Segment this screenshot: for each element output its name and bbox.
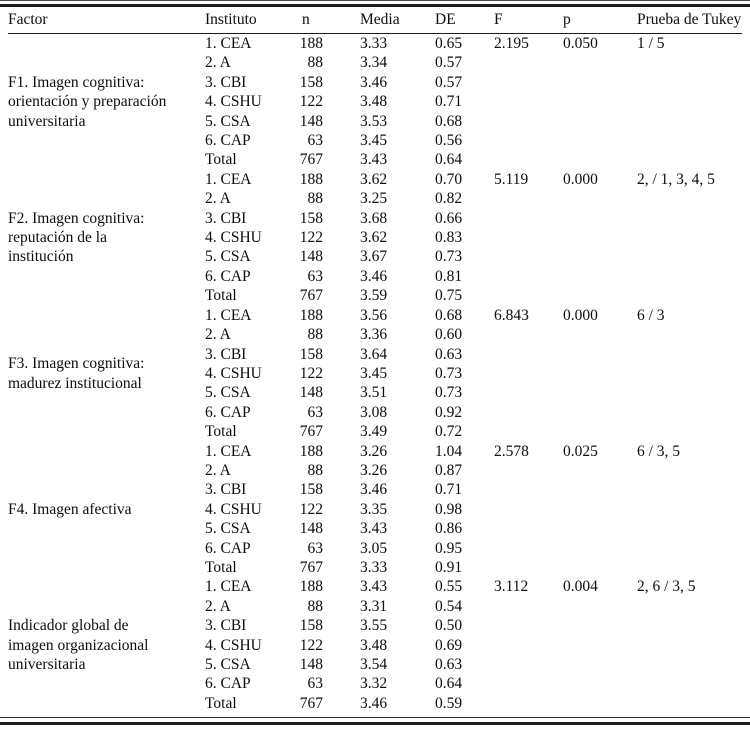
cell-f [490, 558, 560, 577]
cell-p: 0.000 [563, 170, 598, 188]
cell-tukey [634, 480, 742, 499]
cell-de: 0.73 [435, 364, 463, 382]
cell-instituto: 1. CEA [205, 170, 252, 188]
cell-f [490, 150, 560, 169]
cell-p [560, 539, 634, 558]
cell-f [490, 480, 560, 499]
cell-media: 3.53 [360, 112, 388, 130]
table-row [8, 170, 742, 189]
cell-p [560, 228, 634, 247]
cell-de: 0.63 [435, 656, 463, 673]
cell-tukey [634, 73, 742, 92]
cell-instituto: 2. A [205, 597, 231, 615]
cell-f [490, 500, 560, 519]
cell-de: 0.86 [435, 520, 463, 538]
cell-instituto: 6. CAP [205, 675, 251, 693]
factor-label-group-4 [8, 442, 205, 578]
cell-media: 3.43 [360, 520, 388, 538]
cell-tukey: 6 / 3 [637, 306, 665, 324]
cell-instituto: Total [205, 423, 237, 441]
factor-label-line: F1. Imagen cognitiva: [8, 73, 145, 91]
cell-instituto: 3. CBI [205, 345, 247, 363]
cell-media: 3.45 [360, 132, 388, 150]
cell-f [490, 92, 560, 111]
cell-instituto: 4. CSHU [205, 364, 262, 382]
cell-n: 122 [299, 93, 323, 111]
column-header-n: n [297, 6, 323, 34]
cell-f [490, 73, 560, 92]
cell-p [560, 655, 634, 674]
cell-instituto: 1. CEA [205, 442, 252, 460]
table-row [8, 306, 742, 325]
factor-label-line: reputación de la [8, 229, 107, 247]
cell-p [560, 694, 634, 713]
cell-p [560, 189, 634, 208]
cell-de: 0.73 [435, 384, 463, 402]
table-row [8, 442, 742, 461]
cell-tukey [634, 286, 742, 305]
cell-f [490, 674, 560, 693]
cell-media: 3.05 [360, 539, 388, 557]
cell-n: 63 [307, 539, 323, 557]
cell-de: 0.69 [435, 636, 463, 654]
cell-media: 3.46 [360, 694, 388, 712]
cell-media: 3.49 [360, 423, 388, 441]
cell-tukey [634, 636, 742, 655]
cell-media: 3.36 [360, 326, 388, 344]
cell-de: 1.04 [435, 442, 463, 460]
cell-instituto: Total [205, 558, 237, 576]
cell-de: 0.83 [435, 229, 463, 247]
cell-media: 3.33 [360, 558, 388, 576]
cell-f [490, 345, 560, 364]
cell-p [560, 53, 634, 72]
cell-p [560, 73, 634, 92]
cell-f [490, 461, 560, 480]
cell-de: 0.55 [435, 578, 463, 596]
cell-tukey: 1 / 5 [637, 35, 665, 52]
cell-p [560, 616, 634, 635]
cell-media: 3.25 [360, 190, 388, 208]
cell-de: 0.68 [435, 306, 463, 324]
cell-n: 88 [307, 461, 323, 479]
anova-results-table [8, 6, 742, 713]
cell-n: 63 [307, 267, 323, 285]
table-row [8, 34, 742, 54]
cell-p: 0.025 [563, 442, 598, 460]
cell-f [490, 694, 560, 713]
cell-de: 0.63 [435, 345, 463, 363]
cell-media: 3.48 [360, 93, 388, 111]
cell-media: 3.33 [360, 35, 388, 52]
cell-f [490, 616, 560, 635]
column-header-p: p [560, 6, 634, 34]
cell-n: 188 [299, 578, 323, 596]
cell-f [490, 189, 560, 208]
cell-n: 148 [299, 656, 323, 673]
cell-tukey [634, 674, 742, 693]
cell-n: 188 [299, 306, 323, 324]
cell-de: 0.91 [435, 558, 463, 576]
cell-p [560, 325, 634, 344]
cell-f: 5.119 [494, 170, 529, 188]
cell-de: 0.71 [435, 93, 463, 111]
header-row [8, 6, 742, 34]
cell-f [490, 325, 560, 344]
column-header-factor: Factor [8, 6, 205, 34]
cell-instituto: 2. A [205, 190, 231, 208]
cell-tukey: 2, / 1, 3, 4, 5 [637, 170, 715, 188]
cell-tukey [634, 422, 742, 441]
cell-p: 0.050 [563, 35, 598, 52]
cell-media: 3.62 [360, 170, 388, 188]
cell-de: 0.73 [435, 248, 463, 266]
cell-media: 3.62 [360, 229, 388, 247]
cell-de: 0.82 [435, 190, 463, 208]
cell-media: 3.32 [360, 675, 388, 693]
cell-n: 148 [299, 248, 323, 266]
cell-n: 188 [299, 170, 323, 188]
cell-de: 0.70 [435, 170, 463, 188]
cell-tukey [634, 364, 742, 383]
cell-de: 0.68 [435, 112, 463, 130]
column-header-de: DE [430, 6, 490, 34]
cell-tukey [634, 383, 742, 402]
cell-instituto: 1. CEA [205, 306, 252, 324]
cell-n: 148 [299, 112, 323, 130]
cell-p [560, 286, 634, 305]
factor-label-line: F3. Imagen cognitiva: [8, 355, 145, 373]
cell-media: 3.56 [360, 306, 388, 324]
cell-f [490, 267, 560, 286]
table-top-rule-thin [0, 0, 750, 1]
column-header-instituto: Instituto [205, 6, 297, 34]
cell-f [490, 112, 560, 131]
cell-media: 3.48 [360, 636, 388, 654]
cell-de: 0.87 [435, 461, 463, 479]
cell-de: 0.59 [435, 694, 463, 712]
cell-instituto: 3. CBI [205, 73, 247, 91]
cell-tukey [634, 53, 742, 72]
cell-tukey [634, 247, 742, 266]
cell-de: 0.64 [435, 675, 463, 693]
cell-n: 158 [299, 73, 323, 91]
cell-instituto: 5. CSA [205, 112, 251, 130]
cell-n: 63 [307, 675, 323, 693]
cell-media: 3.26 [360, 461, 388, 479]
cell-media: 3.45 [360, 364, 388, 382]
factor-label-group-1 [8, 34, 205, 170]
cell-media: 3.26 [360, 442, 388, 460]
cell-p [560, 345, 634, 364]
cell-de: 0.65 [435, 35, 463, 52]
cell-de: 0.66 [435, 209, 463, 227]
cell-instituto: Total [205, 287, 237, 305]
cell-n: 63 [307, 132, 323, 150]
factor-label-line: institución [8, 248, 74, 266]
cell-f [490, 519, 560, 538]
cell-f [490, 422, 560, 441]
cell-f: 3.112 [494, 578, 529, 596]
cell-n: 122 [299, 364, 323, 382]
cell-de: 0.57 [435, 73, 463, 91]
cell-f [490, 364, 560, 383]
factor-label-group-3 [8, 306, 205, 442]
cell-de: 0.72 [435, 423, 463, 441]
cell-instituto: 5. CSA [205, 248, 251, 266]
cell-instituto: 6. CAP [205, 539, 251, 557]
cell-instituto: 1. CEA [205, 35, 252, 52]
factor-label-line: Indicador global de [8, 617, 129, 635]
cell-tukey [634, 92, 742, 111]
cell-n: 88 [307, 190, 323, 208]
cell-n: 158 [299, 481, 323, 499]
cell-media: 3.31 [360, 597, 388, 615]
table-header [8, 6, 742, 34]
cell-instituto: 2. A [205, 461, 231, 479]
factor-label-line: imagen organizacional [8, 636, 149, 654]
cell-de: 0.98 [435, 500, 463, 518]
cell-n: 88 [307, 54, 323, 72]
cell-de: 0.64 [435, 151, 463, 169]
cell-de: 0.54 [435, 597, 463, 615]
cell-de: 0.92 [435, 403, 463, 421]
cell-p [560, 519, 634, 538]
cell-f [490, 655, 560, 674]
cell-media: 3.59 [360, 287, 388, 305]
cell-tukey [634, 150, 742, 169]
cell-media: 3.54 [360, 656, 388, 673]
cell-tukey [634, 209, 742, 228]
cell-tukey [634, 461, 742, 480]
cell-f [490, 228, 560, 247]
cell-instituto: 3. CBI [205, 481, 247, 499]
cell-p [560, 636, 634, 655]
factor-label-line: orientación y preparación [8, 93, 167, 111]
cell-p [560, 383, 634, 402]
cell-instituto: 4. CSHU [205, 636, 262, 654]
cell-tukey: 2, 6 / 3, 5 [637, 578, 696, 596]
column-header-f: F [490, 6, 560, 34]
cell-p: 0.004 [563, 578, 598, 596]
cell-f [490, 636, 560, 655]
cell-p [560, 112, 634, 131]
cell-p [560, 364, 634, 383]
cell-p [560, 480, 634, 499]
cell-n: 767 [299, 287, 323, 305]
cell-f [490, 403, 560, 422]
cell-tukey [634, 500, 742, 519]
cell-tukey [634, 228, 742, 247]
factor-label-group-2 [8, 170, 205, 306]
cell-instituto: 2. A [205, 54, 231, 72]
cell-instituto: 6. CAP [205, 267, 251, 285]
cell-media: 3.51 [360, 384, 388, 402]
factor-label-line: universitaria [8, 656, 86, 673]
cell-tukey [634, 345, 742, 364]
cell-de: 0.57 [435, 54, 463, 72]
cell-tukey [634, 597, 742, 616]
cell-media: 3.46 [360, 267, 388, 285]
cell-media: 3.43 [360, 151, 388, 169]
cell-instituto: 1. CEA [205, 578, 252, 596]
cell-f: 2.195 [494, 35, 529, 52]
cell-n: 188 [299, 442, 323, 460]
column-header-tukey: Prueba de Tukey [634, 6, 742, 34]
cell-instituto: Total [205, 694, 237, 712]
table-bottom-rule-thick [0, 722, 750, 725]
cell-f [490, 53, 560, 72]
cell-tukey [634, 325, 742, 344]
cell-tukey: 6 / 3, 5 [637, 442, 681, 460]
cell-f: 6.843 [494, 306, 529, 324]
table-row [8, 577, 742, 596]
cell-n: 88 [307, 326, 323, 344]
cell-tukey [634, 519, 742, 538]
cell-instituto: Total [205, 151, 237, 169]
cell-tukey [634, 558, 742, 577]
cell-instituto: 5. CSA [205, 520, 251, 538]
cell-p: 0.000 [563, 306, 598, 324]
cell-media: 3.67 [360, 248, 388, 266]
factor-label-line: F4. Imagen afectiva [8, 500, 132, 518]
cell-n: 148 [299, 520, 323, 538]
cell-f [490, 383, 560, 402]
cell-media: 3.46 [360, 73, 388, 91]
cell-media: 3.43 [360, 578, 388, 596]
cell-instituto: 3. CBI [205, 617, 247, 635]
cell-tukey [634, 189, 742, 208]
cell-de: 0.95 [435, 539, 463, 557]
cell-n: 188 [299, 35, 323, 52]
cell-instituto: 2. A [205, 326, 231, 344]
cell-tukey [634, 694, 742, 713]
cell-n: 122 [299, 636, 323, 654]
cell-n: 148 [299, 384, 323, 402]
cell-p [560, 597, 634, 616]
cell-p [560, 150, 634, 169]
cell-n: 767 [299, 694, 323, 712]
cell-instituto: 5. CSA [205, 656, 251, 673]
cell-instituto: 6. CAP [205, 132, 251, 150]
cell-instituto: 3. CBI [205, 209, 247, 227]
cell-f [490, 597, 560, 616]
cell-tukey [634, 112, 742, 131]
cell-de: 0.81 [435, 267, 463, 285]
cell-f: 2.578 [494, 442, 529, 460]
table-bottom-rule-thin [0, 717, 750, 718]
cell-f [490, 286, 560, 305]
cell-tukey [634, 131, 742, 150]
factor-label-group-5 [8, 577, 205, 713]
cell-n: 767 [299, 423, 323, 441]
cell-media: 3.46 [360, 481, 388, 499]
cell-media: 3.64 [360, 345, 388, 363]
cell-instituto: 5. CSA [205, 384, 251, 402]
cell-p [560, 500, 634, 519]
cell-p [560, 247, 634, 266]
cell-f [490, 131, 560, 150]
cell-tukey [634, 655, 742, 674]
factor-label-line: F2. Imagen cognitiva: [8, 209, 145, 227]
cell-de: 0.60 [435, 326, 463, 344]
column-header-media: Media [323, 6, 430, 34]
cell-de: 0.56 [435, 132, 463, 150]
cell-n: 63 [307, 403, 323, 421]
cell-tukey [634, 403, 742, 422]
cell-instituto: 4. CSHU [205, 229, 262, 247]
cell-n: 122 [299, 500, 323, 518]
cell-de: 0.71 [435, 481, 463, 499]
cell-media: 3.35 [360, 500, 388, 518]
cell-media: 3.34 [360, 54, 388, 72]
cell-f [490, 247, 560, 266]
cell-p [560, 92, 634, 111]
cell-instituto: 6. CAP [205, 403, 251, 421]
cell-p [560, 209, 634, 228]
cell-n: 158 [299, 617, 323, 635]
cell-p [560, 674, 634, 693]
cell-n: 158 [299, 345, 323, 363]
cell-n: 767 [299, 151, 323, 169]
cell-p [560, 558, 634, 577]
cell-media: 3.68 [360, 209, 388, 227]
cell-n: 122 [299, 229, 323, 247]
cell-tukey [634, 267, 742, 286]
cell-instituto: 4. CSHU [205, 500, 262, 518]
factor-label-line: madurez institucional [8, 374, 142, 392]
cell-media: 3.08 [360, 403, 388, 421]
factor-label-line: universitaria [8, 112, 86, 130]
cell-p [560, 267, 634, 286]
cell-tukey [634, 539, 742, 558]
table-body [8, 34, 742, 714]
cell-n: 88 [307, 597, 323, 615]
cell-p [560, 131, 634, 150]
cell-de: 0.50 [435, 617, 463, 635]
cell-de: 0.75 [435, 287, 463, 305]
cell-n: 767 [299, 558, 323, 576]
cell-f [490, 539, 560, 558]
cell-media: 3.55 [360, 617, 388, 635]
cell-tukey [634, 616, 742, 635]
cell-p [560, 461, 634, 480]
cell-p [560, 403, 634, 422]
cell-n: 158 [299, 209, 323, 227]
cell-instituto: 4. CSHU [205, 93, 262, 111]
cell-f [490, 209, 560, 228]
cell-p [560, 422, 634, 441]
